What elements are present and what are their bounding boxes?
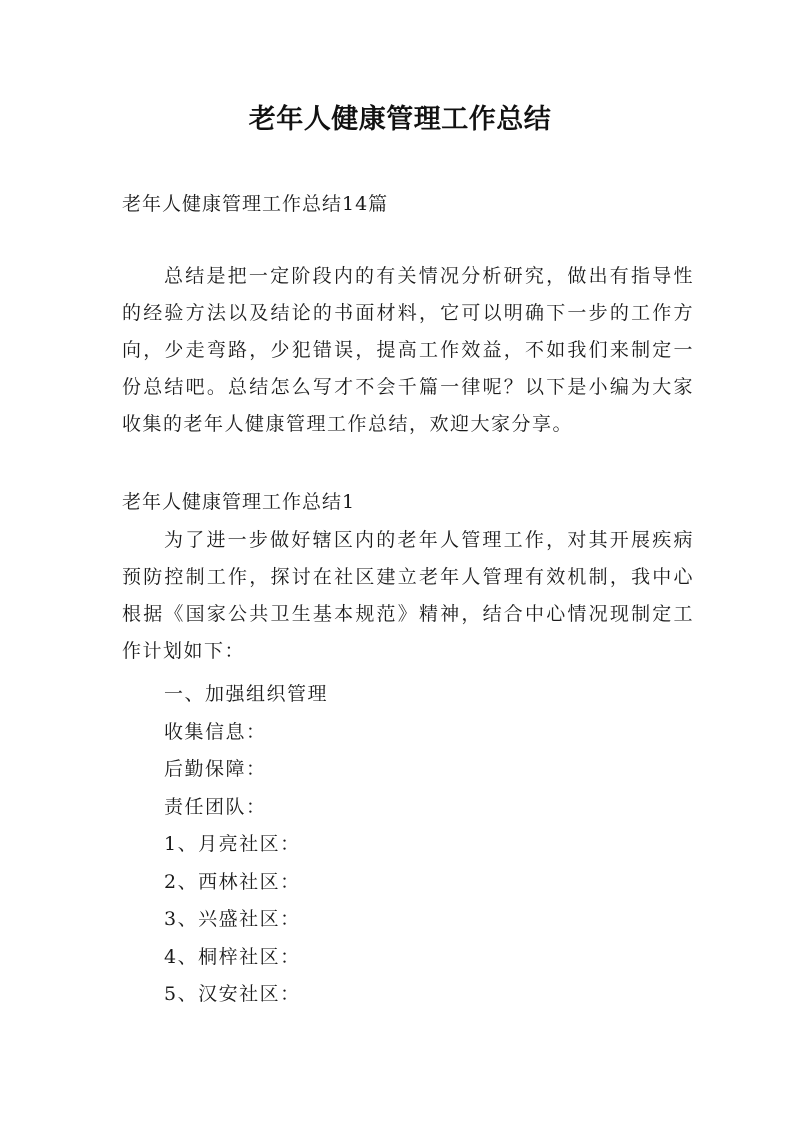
list-item: 3、兴盛社区：: [164, 908, 301, 930]
list-item: 5、汉安社区：: [164, 983, 301, 1005]
list-item: 责任团队：: [164, 795, 267, 818]
section-item-list: [164, 676, 328, 1014]
list-item: 2、西林社区：: [164, 870, 301, 893]
list-item: 后勤保障：: [164, 758, 267, 780]
list-item: 一、加强组织管理: [164, 683, 329, 705]
list-item: 4、桐梓社区：: [164, 945, 301, 968]
document-title: 老年人健康管理工作总结: [248, 104, 552, 135]
document-subtitle: 老年人健康管理工作总结14篇: [122, 193, 389, 215]
section-heading: 老年人健康管理工作总结1: [122, 491, 356, 513]
section-body-paragraph: 为了进一步做好辖区内的老年人管理工作，对其开展疾病预防控制工作，探讨在社区建立老年人管理有效机制，我中心根据《国家公共卫生基本规范》精神，结合中心情况现制定工作计划如下：: [122, 529, 694, 662]
list-item: 收集信息：: [164, 720, 267, 743]
intro-paragraph: 总结是把一定阶段内的有关情况分析研究，做出有指导性的经验方法以及结论的书面材料，它可以明确下一步的工作方向，少走弯路，少犯错误，提高工作效益，不如我们来制定一份总结吧。总结怎么写才不会千篇一律呢？以下是小编为大家收集的老年人健康管理工作总结，欢迎大家分享。: [122, 265, 694, 435]
list-item: 1、月亮社区：: [164, 833, 301, 855]
